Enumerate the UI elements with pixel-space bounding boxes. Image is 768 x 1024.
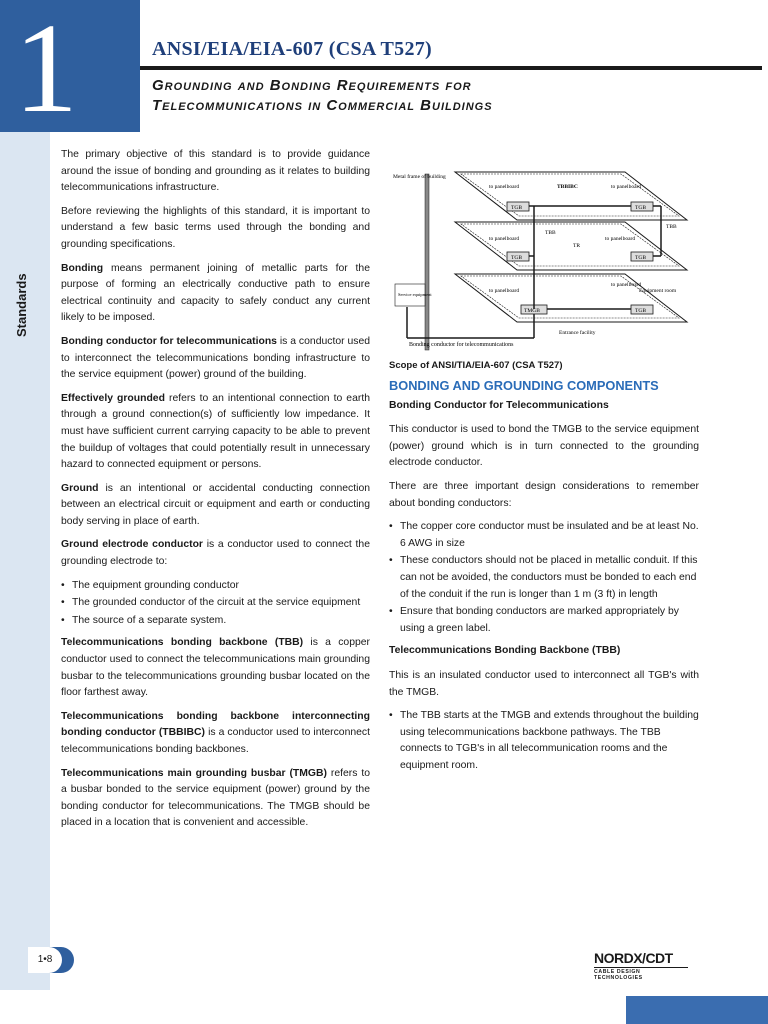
svg-text:TGB: TGB bbox=[635, 308, 646, 314]
right-column bbox=[389, 378, 699, 780]
label-bonding-conductor: Bonding conductor for telecommunications bbox=[409, 342, 514, 348]
subheading-bonding-conductor: Bonding Conductor for Telecommunications bbox=[389, 399, 609, 411]
label-tbbibc: TBBIBC bbox=[557, 184, 578, 190]
subheading-tbb: Telecommunications Bonding Backbone (TBB) bbox=[389, 645, 621, 657]
tgb-mid-left bbox=[507, 252, 529, 261]
subtitle-line-2: Telecommunications in Commercial Buildings bbox=[152, 97, 493, 114]
def-ground: Ground is an intentional or accidental conducting connection between an electrical circuit or equipment and earth or conducting body serving in place of earth. bbox=[61, 482, 370, 527]
svg-text:Service equipment: Service equipment bbox=[398, 292, 432, 297]
section-heading: BONDING AND GROUNDING COMPONENTS bbox=[389, 378, 659, 393]
svg-text:TGB: TGB bbox=[635, 205, 646, 211]
label-panelboard-2: to panelboard bbox=[611, 184, 642, 190]
svg-text:TGB: TGB bbox=[511, 205, 522, 211]
chapter-marker bbox=[0, 0, 140, 132]
floor-plate-bottom bbox=[455, 274, 687, 322]
design-considerations-paragraph: There are three important design considerations to remember about bonding conductors: bbox=[389, 480, 699, 509]
company-logo bbox=[594, 950, 688, 981]
def-tbb: Telecommunications bonding backbone (TBB) is a copper conductor used to connect the telecommunications main grounding busbar to the telecommunications grounding busbar located on the floor farthest away. bbox=[61, 637, 370, 699]
logo-tagline: CABLE DESIGN TECHNOLOGIES bbox=[594, 967, 688, 981]
frame-label: Metal frame of building bbox=[393, 174, 446, 180]
label-panelboard-5: to panelboard bbox=[489, 288, 520, 294]
bonding-conductor-paragraph: This conductor is used to bond the TMGB to the service equipment (power) ground which is in turn connected to the grounding electrode conductor. bbox=[389, 424, 699, 469]
def-bonding-conductor: Bonding conductor for telecommunications is a conductor used to interconnect the telecommunications bonding infrastructure to the service equipment (power) ground of the building. bbox=[61, 335, 370, 381]
page-number-badge bbox=[28, 947, 74, 973]
tgb-top-right bbox=[631, 202, 653, 211]
page-subtitle bbox=[152, 76, 493, 116]
label-tbb: TBB bbox=[545, 230, 556, 236]
figure-caption: Scope of ANSI/TIA/EIA-607 (CSA T527) bbox=[389, 360, 563, 371]
left-column bbox=[61, 147, 370, 839]
svg-text:TMGB: TMGB bbox=[524, 308, 540, 314]
def-ground-electrode: Ground electrode conductor is a conductor used to connect the grounding electrode to: bbox=[61, 539, 370, 568]
list-item: • The source of a separate system. bbox=[61, 613, 370, 630]
label-panelboard-6: to panelboard bbox=[611, 282, 642, 288]
title-rule bbox=[140, 66, 762, 70]
floor-plate-middle bbox=[455, 222, 687, 270]
intro-paragraph: The primary objective of this standard is to provide guidance around the issue of bonding and grounding as it relates to building telecommunications infrastructure. bbox=[61, 149, 370, 194]
svg-text:TGB: TGB bbox=[511, 255, 522, 261]
svg-text:TGB: TGB bbox=[635, 255, 646, 261]
page-number: 1•8 bbox=[28, 947, 62, 973]
section-tab-label: Standards bbox=[14, 273, 29, 337]
list-item: • The copper core conductor must be insulated and be at least No. 6 AWG in size bbox=[389, 519, 699, 552]
building-frame bbox=[425, 174, 429, 350]
label-panelboard-3: to panelboard bbox=[489, 236, 520, 242]
label-equipment-room: Equipment room bbox=[639, 288, 677, 294]
corner-decoration bbox=[626, 996, 768, 1024]
list-item: • The grounded conductor of the circuit at the service equipment bbox=[61, 595, 370, 612]
list-item: • The TBB starts at the TMGB and extends throughout the building using telecommunications backbone pathways. The TBB connects to TGB's in all telecommunication rooms and the equipment room. bbox=[389, 708, 699, 774]
list-item: • The equipment grounding conductor bbox=[61, 578, 370, 595]
tgb-top-left bbox=[507, 202, 529, 211]
label-panelboard-4: to panelboard bbox=[605, 236, 636, 242]
subtitle-line-1: Grounding and Bonding Requirements for bbox=[152, 77, 472, 94]
label-tbb-right: TBB bbox=[666, 224, 677, 230]
list-item: • These conductors should not be placed in metallic conduit. If this can not be avoided, the conductors must be bonded to each end of the conduit if the run is longer than 1 m (3 ft) in length bbox=[389, 553, 699, 603]
label-tr: TR bbox=[573, 243, 581, 249]
floor-plate-top bbox=[455, 172, 687, 220]
design-considerations-list bbox=[389, 519, 699, 637]
def-tbbibc: Telecommunications bonding backbone interconnecting bonding conductor (TBBIBC) is a conductor used to interconnect telecommunications bonding backbones. bbox=[61, 710, 370, 755]
label-entrance: Entrance facility bbox=[559, 330, 596, 336]
section-tab bbox=[0, 132, 50, 337]
tgb-mid-right bbox=[631, 252, 653, 261]
tbb-paragraph: This is an insulated conductor used to interconnect all TGB's with the TMGB. bbox=[389, 669, 699, 698]
def-tmgb: Telecommunications main grounding busbar (TMGB) refers to a busbar bonded to the service equipment (power) ground by the bonding conductor for telecommunications. The TMGB should be placed in a location that is convenient and accessible. bbox=[61, 767, 370, 829]
list-item: • Ensure that bonding conductors are marked appropriately by using a green label. bbox=[389, 604, 699, 637]
def-bonding: Bonding means permanent joining of metallic parts for the purpose of forming an electrically conductive path to ensure electrical continuity and capacity to safely conduct any current likely to be imposed. bbox=[61, 262, 370, 324]
ground-electrode-list bbox=[61, 578, 370, 630]
page-title: ANSI/EIA/EIA-607 (CSA T527) bbox=[152, 38, 433, 60]
chapter-number: 1 bbox=[14, 0, 78, 132]
logo-wordmark: NORDX/CDT bbox=[594, 950, 673, 966]
scope-diagram bbox=[389, 152, 699, 354]
def-effectively-grounded: Effectively grounded refers to an intentional connection to earth through a ground connection(s) of sufficiently low impedance. It must have sufficient current carrying capacity to be able to prevent the buildup of voltages that could potentially result in unnecessary hazard to connected equipment or persons. bbox=[61, 392, 370, 471]
tbb-list bbox=[389, 708, 699, 774]
tgb-bottom-right bbox=[631, 305, 653, 314]
terms-paragraph: Before reviewing the highlights of this standard, it is important to understand a few basic terms used through the bonding and grounding specifications. bbox=[61, 205, 370, 250]
label-panelboard-1: to panelboard bbox=[489, 184, 520, 190]
